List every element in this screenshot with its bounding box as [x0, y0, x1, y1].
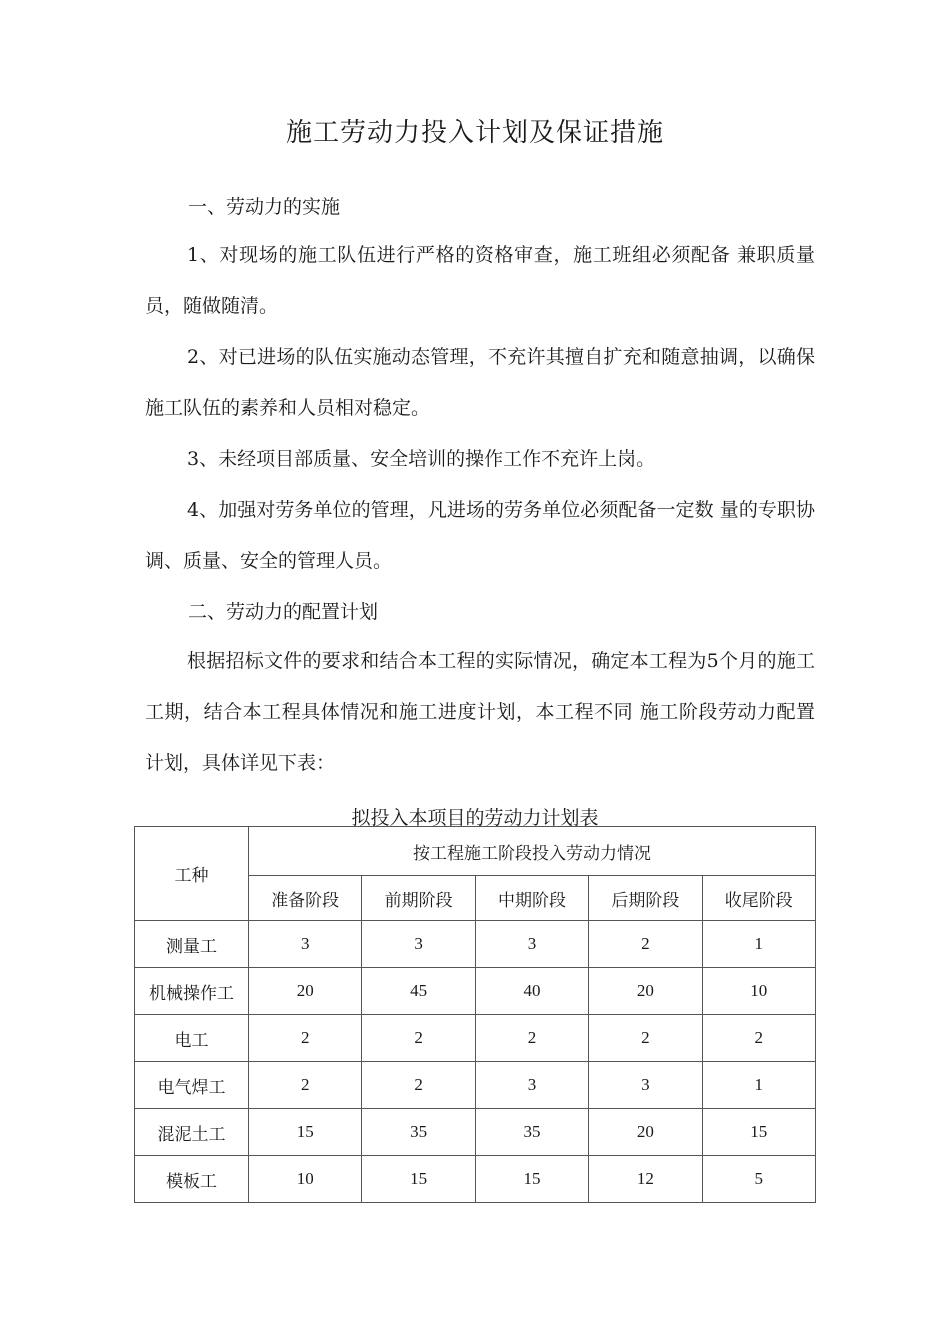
value-cell: 15: [362, 1156, 475, 1203]
value-cell: 3: [249, 921, 362, 968]
table-caption: 拟投入本项目的劳动力计划表: [351, 807, 599, 829]
value-cell: 45: [362, 968, 475, 1015]
value-cell: 10: [702, 968, 815, 1015]
value-cell: 2: [589, 921, 702, 968]
value-cell: 1: [702, 921, 815, 968]
section1-heading: 一、劳动力的实施: [188, 196, 341, 218]
trade-cell: 机械操作工: [135, 968, 249, 1015]
value-cell: 3: [475, 921, 588, 968]
value-cell: 2: [249, 1015, 362, 1062]
value-cell: 1: [702, 1062, 815, 1109]
section2-heading: 二、劳动力的配置计划: [188, 601, 379, 623]
table-row: [135, 921, 816, 968]
value-cell: 15: [249, 1109, 362, 1156]
stage-header: 中期阶段: [475, 876, 588, 921]
value-cell: 35: [475, 1109, 588, 1156]
value-cell: 20: [249, 968, 362, 1015]
value-cell: 2: [249, 1062, 362, 1109]
value-cell: 2: [589, 1015, 702, 1062]
trade-cell: 模板工: [135, 1156, 249, 1203]
value-cell: 3: [362, 921, 475, 968]
value-cell: 3: [475, 1062, 588, 1109]
value-cell: 35: [362, 1109, 475, 1156]
value-cell: 20: [589, 968, 702, 1015]
labor-plan-table: [134, 826, 816, 1203]
section2-body: 根据招标文件的要求和结合本工程的实际情况，确定本工程为5个月的施工工期，结合本工程具体情况和施工进度计划，本工程不同 施工阶段劳动力配置计划，具体详见下表：: [145, 650, 815, 774]
trade-cell: 混泥土工: [135, 1109, 249, 1156]
section1-item-3: 3、未经项目部质量、安全培训的操作工作不充许上岗。: [187, 448, 656, 470]
trade-cell: 电气焊工: [135, 1062, 249, 1109]
trade-column-header: 工种: [135, 827, 249, 921]
value-cell: 5: [702, 1156, 815, 1203]
value-cell: 2: [702, 1015, 815, 1062]
document-title: 施工劳动力投入计划及保证措施: [285, 118, 664, 148]
value-cell: 3: [589, 1062, 702, 1109]
table-row: [135, 1156, 816, 1203]
trade-cell: 电工: [135, 1015, 249, 1062]
value-cell: 15: [475, 1156, 588, 1203]
value-cell: 15: [702, 1109, 815, 1156]
table-row: [135, 1062, 816, 1109]
value-cell: 40: [475, 968, 588, 1015]
section1-item-2: 2、对已进场的队伍实施动态管理，不充许其擅自扩充和随意抽调，以确保施工队伍的素养和人员相对稳定。: [145, 346, 815, 419]
table-header-row: [135, 827, 816, 876]
stage-group-header: 按工程施工阶段投入劳动力情况: [249, 827, 816, 876]
trade-cell: 测量工: [135, 921, 249, 968]
stage-header: 后期阶段: [589, 876, 702, 921]
value-cell: 2: [362, 1015, 475, 1062]
stage-header: 收尾阶段: [702, 876, 815, 921]
table-row: [135, 1015, 816, 1062]
value-cell: 10: [249, 1156, 362, 1203]
stage-header: 准备阶段: [249, 876, 362, 921]
table-row: [135, 968, 816, 1015]
value-cell: 2: [362, 1062, 475, 1109]
section1-item-1: 1、对现场的施工队伍进行严格的资格审查，施工班组必须配备 兼职质量员，随做随清。: [145, 244, 815, 317]
section1-item-4: 4、加强对劳务单位的管理，凡进场的劳务单位必须配备一定数 量的专职协调、质量、安全的管理人员。: [145, 499, 815, 572]
value-cell: 12: [589, 1156, 702, 1203]
value-cell: 2: [475, 1015, 588, 1062]
table-row: [135, 1109, 816, 1156]
value-cell: 20: [589, 1109, 702, 1156]
stage-header: 前期阶段: [362, 876, 475, 921]
